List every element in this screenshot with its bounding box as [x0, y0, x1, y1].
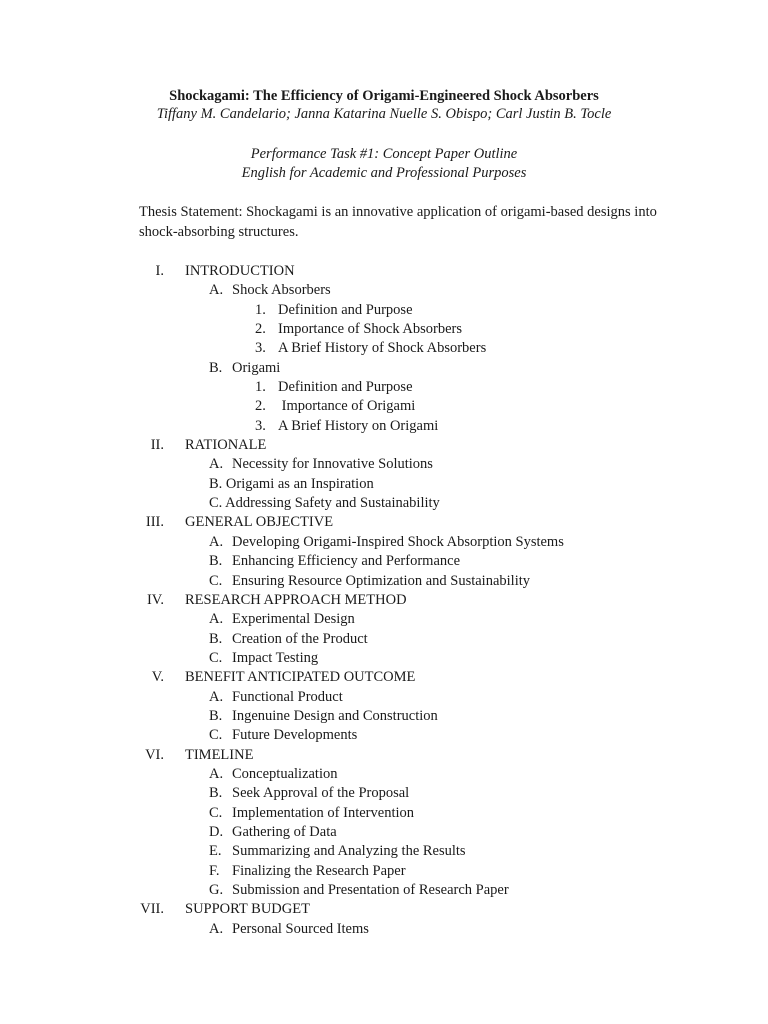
- outline-item-level-3: [0, 339, 768, 358]
- outline-item-text: Creation of the Product: [232, 630, 368, 647]
- outline-item-level-2: [0, 572, 768, 591]
- course-label: English for Academic and Professional Purposes: [241, 165, 527, 181]
- document-title: Shockagami: The Efficiency of Origami-Engineered Shock Absorbers: [169, 88, 599, 104]
- outline-item-level-2: [0, 533, 768, 552]
- outline-item-level-1: [0, 262, 768, 281]
- outline-item-number: E.: [209, 843, 222, 860]
- outline-item-text: Future Developments: [232, 727, 358, 744]
- outline-item-number: B.: [209, 785, 223, 802]
- outline-item-text: Conceptualization: [232, 765, 338, 782]
- outline-item-level-2: [0, 765, 768, 784]
- outline-item-number: 2.: [255, 398, 266, 415]
- outline-item-number: 2.: [255, 321, 266, 338]
- outline-item-number: 1.: [255, 379, 266, 396]
- outline-item-text: Seek Approval of the Proposal: [232, 785, 410, 802]
- outline-item-number: A.: [209, 765, 224, 782]
- outline-item-level-1: [0, 513, 768, 532]
- outline-item-number: C.: [209, 649, 223, 666]
- outline-item-level-2: [0, 359, 768, 378]
- outline-item-level-2: [0, 707, 768, 726]
- outline-item-number: VI.: [145, 746, 164, 763]
- outline-item-number: 3.: [255, 417, 266, 434]
- outline-item-number: IV.: [146, 591, 164, 608]
- outline-item-text: Impact Testing: [232, 649, 319, 666]
- outline-item-text: GENERAL OBJECTIVE: [185, 514, 334, 531]
- outline-item-level-3: [0, 417, 768, 436]
- outline-item-level-2: [0, 610, 768, 629]
- outline-item-text: A Brief History of Shock Absorbers: [278, 340, 487, 357]
- outline-item-text: TIMELINE: [185, 746, 254, 763]
- outline-item-level-3: [0, 301, 768, 320]
- outline-item-level-2: [0, 281, 768, 300]
- outline-item-level-3: [0, 378, 768, 397]
- outline-item-level-3: [0, 320, 768, 339]
- outline-item-number: C.: [209, 572, 223, 589]
- outline-item-number: D.: [209, 823, 224, 840]
- outline-item-number: V.: [151, 669, 164, 686]
- outline-item-number: II.: [150, 437, 164, 454]
- outline-item-level-2: [0, 552, 768, 571]
- outline-item-text: RESEARCH APPROACH METHOD: [185, 591, 407, 608]
- outline-item-text: C. Addressing Safety and Sustainability: [209, 495, 440, 512]
- outline-item-text: Personal Sourced Items: [232, 920, 369, 937]
- outline-item-text: Submission and Presentation of Research Paper: [232, 882, 509, 898]
- outline-item-text: Summarizing and Analyzing the Results: [232, 843, 466, 860]
- outline-item-number: A.: [209, 282, 224, 299]
- outline-item-text: Functional Product: [232, 688, 343, 705]
- outline-item-number: I.: [155, 263, 164, 279]
- outline-item-text: BENEFIT ANTICIPATED OUTCOME: [185, 669, 416, 686]
- outline-item-level-3: [0, 397, 768, 416]
- outline-item-number: G.: [209, 882, 224, 898]
- outline-item-text: Importance of Shock Absorbers: [278, 321, 463, 338]
- outline-item-number: A.: [209, 456, 224, 473]
- outline-item-level-2: [0, 823, 768, 842]
- task-label: Performance Task #1: Concept Paper Outline: [250, 146, 518, 162]
- outline-item-text: Developing Origami-Inspired Shock Absorption Systems: [232, 533, 564, 550]
- outline-item-text: Necessity for Innovative Solutions: [232, 456, 433, 473]
- outline-item-level-2: [0, 630, 768, 649]
- outline-item-text: Ingenuine Design and Construction: [232, 707, 438, 724]
- outline-item-number: A.: [209, 688, 224, 705]
- thesis-statement: Thesis Statement: Shockagami is an innovative application of origami-based designs into shock-absorbing structures.: [139, 204, 657, 240]
- outline-item-number: B.: [209, 707, 223, 724]
- outline-list: [0, 262, 768, 939]
- outline-item-text: Gathering of Data: [232, 823, 337, 840]
- outline-item-number: 1.: [255, 301, 266, 318]
- outline-item-number: B.: [209, 630, 223, 647]
- outline-item-number: C.: [209, 727, 223, 744]
- outline-item-text: B. Origami as an Inspiration: [209, 475, 374, 492]
- outline-item-text: Implementation of Intervention: [232, 804, 415, 821]
- outline-item-text: Origami: [232, 359, 281, 376]
- outline-item-level-2: [0, 881, 768, 900]
- outline-item-level-1: [0, 436, 768, 455]
- outline-item-text: Importance of Origami: [278, 398, 416, 415]
- outline-item-level-2: [0, 784, 768, 803]
- outline-item-text: Finalizing the Research Paper: [232, 862, 406, 879]
- outline-item-level-2: [0, 688, 768, 707]
- outline-item-number: B.: [209, 359, 223, 376]
- outline-item-level-2: [0, 649, 768, 668]
- outline-item-text: SUPPORT BUDGET: [185, 901, 310, 918]
- outline-item-level-2: [0, 475, 768, 494]
- outline-item-text: Enhancing Efficiency and Performance: [232, 553, 461, 570]
- outline-item-text: RATIONALE: [185, 437, 267, 454]
- outline-item-text: Definition and Purpose: [278, 301, 413, 318]
- outline-item-number: III.: [145, 514, 164, 531]
- outline-item-number: B.: [209, 553, 223, 570]
- outline-item-text: INTRODUCTION: [185, 263, 295, 279]
- outline-item-number: A.: [209, 533, 224, 550]
- outline-item-text: Ensuring Resource Optimization and Sustainability: [232, 572, 531, 589]
- outline-item-level-1: [0, 668, 768, 687]
- document-authors: Tiffany M. Candelario; Janna Katarina Nuelle S. Obispo; Carl Justin B. Tocle: [156, 106, 612, 122]
- outline-item-level-2: [0, 842, 768, 861]
- outline-item-text: A Brief History on Origami: [278, 417, 439, 434]
- outline-item-level-1: [0, 900, 768, 919]
- outline-item-text: Shock Absorbers: [232, 282, 331, 299]
- outline-item-level-2: [0, 494, 768, 513]
- outline-item-level-2: [0, 455, 768, 474]
- outline-item-level-1: [0, 591, 768, 610]
- outline-item-text: Definition and Purpose: [278, 379, 413, 396]
- outline-item-number: A.: [209, 611, 224, 628]
- outline-item-level-2: [0, 804, 768, 823]
- outline-item-number: 3.: [255, 340, 266, 357]
- outline-item-text: Experimental Design: [232, 611, 355, 628]
- outline-item-level-2: [0, 726, 768, 745]
- outline-item-number: C.: [209, 804, 223, 821]
- outline-item-number: VII.: [140, 901, 164, 918]
- outline-item-number: F.: [209, 862, 220, 879]
- outline-item-number: A.: [209, 920, 224, 937]
- outline-item-level-2: [0, 862, 768, 881]
- outline-item-level-2: [0, 920, 768, 939]
- outline-item-level-1: [0, 746, 768, 765]
